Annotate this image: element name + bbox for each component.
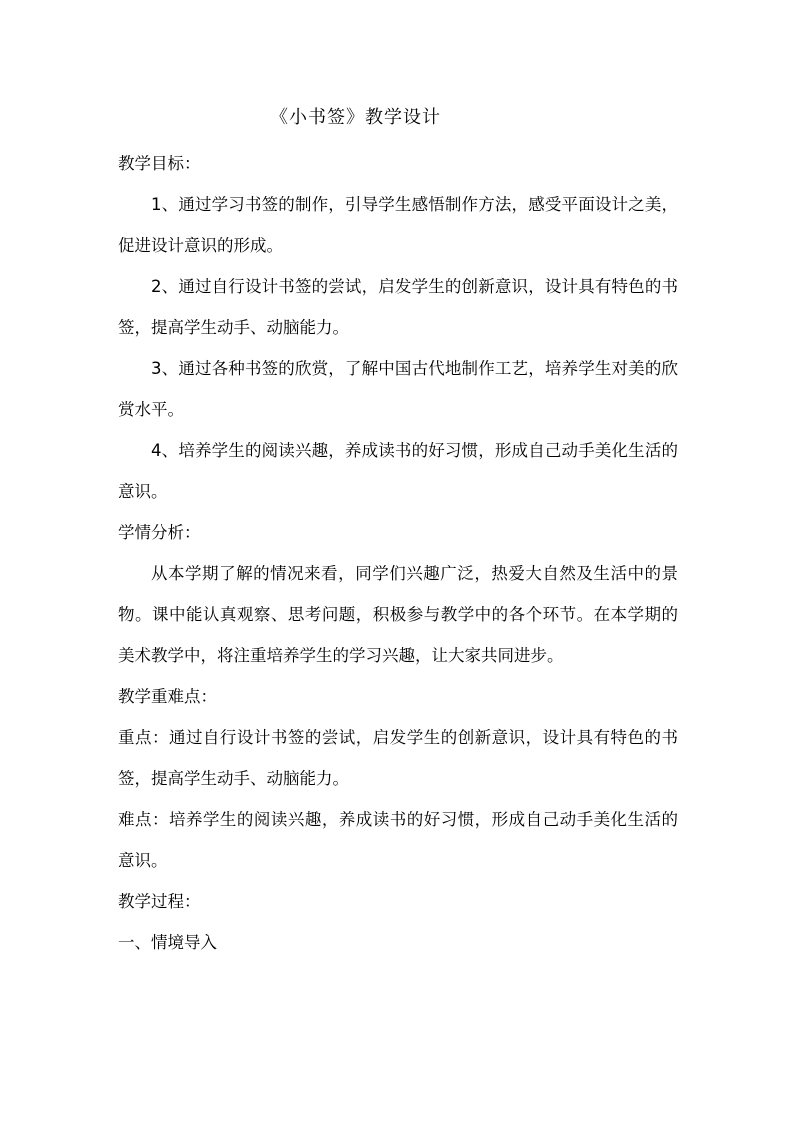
process-step-heading: 一、情境导入 xyxy=(118,933,217,952)
analysis-heading: 学情分析： xyxy=(118,523,201,542)
objective-item: 2、通过自行设计书签的尝试，启发学生的创新意识，设计具有特色的书签，提高学生动手、动脑能力。 xyxy=(118,277,678,337)
objective-item: 4、培养学生的阅读兴趣，养成读书的好习惯，形成自己动手美化生活的意识。 xyxy=(118,441,678,501)
key-point-paragraph: 重点：通过自行设计书签的尝试，启发学生的创新意识，设计具有特色的书签，提高学生动手、动脑能力。 xyxy=(118,728,678,788)
key-points-heading: 教学重难点： xyxy=(118,687,217,706)
analysis-paragraph: 从本学期了解的情况来看，同学们兴趣广泛，热爱大自然及生活中的景物。课中能认真观察、思考问题，积极参与教学中的各个环节。在本学期的美术教学中，将注重培养学生的学习兴趣，让大家共同进步。 xyxy=(118,564,678,665)
objective-item: 3、通过各种书签的欣赏，了解中国古代地制作工艺，培养学生对美的欣赏水平。 xyxy=(118,359,678,419)
document-title: 《小书签》教学设计 xyxy=(270,107,441,128)
document-body xyxy=(118,143,678,963)
difficult-point-paragraph: 难点：培养学生的阅读兴趣，养成读书的好习惯，形成自己动手美化生活的意识。 xyxy=(118,810,678,870)
objective-item: 1、通过学习书签的制作，引导学生感悟制作方法，感受平面设计之美，促进设计意识的形成。 xyxy=(118,195,678,255)
process-heading: 教学过程： xyxy=(118,892,201,911)
objectives-heading: 教学目标： xyxy=(118,154,201,173)
